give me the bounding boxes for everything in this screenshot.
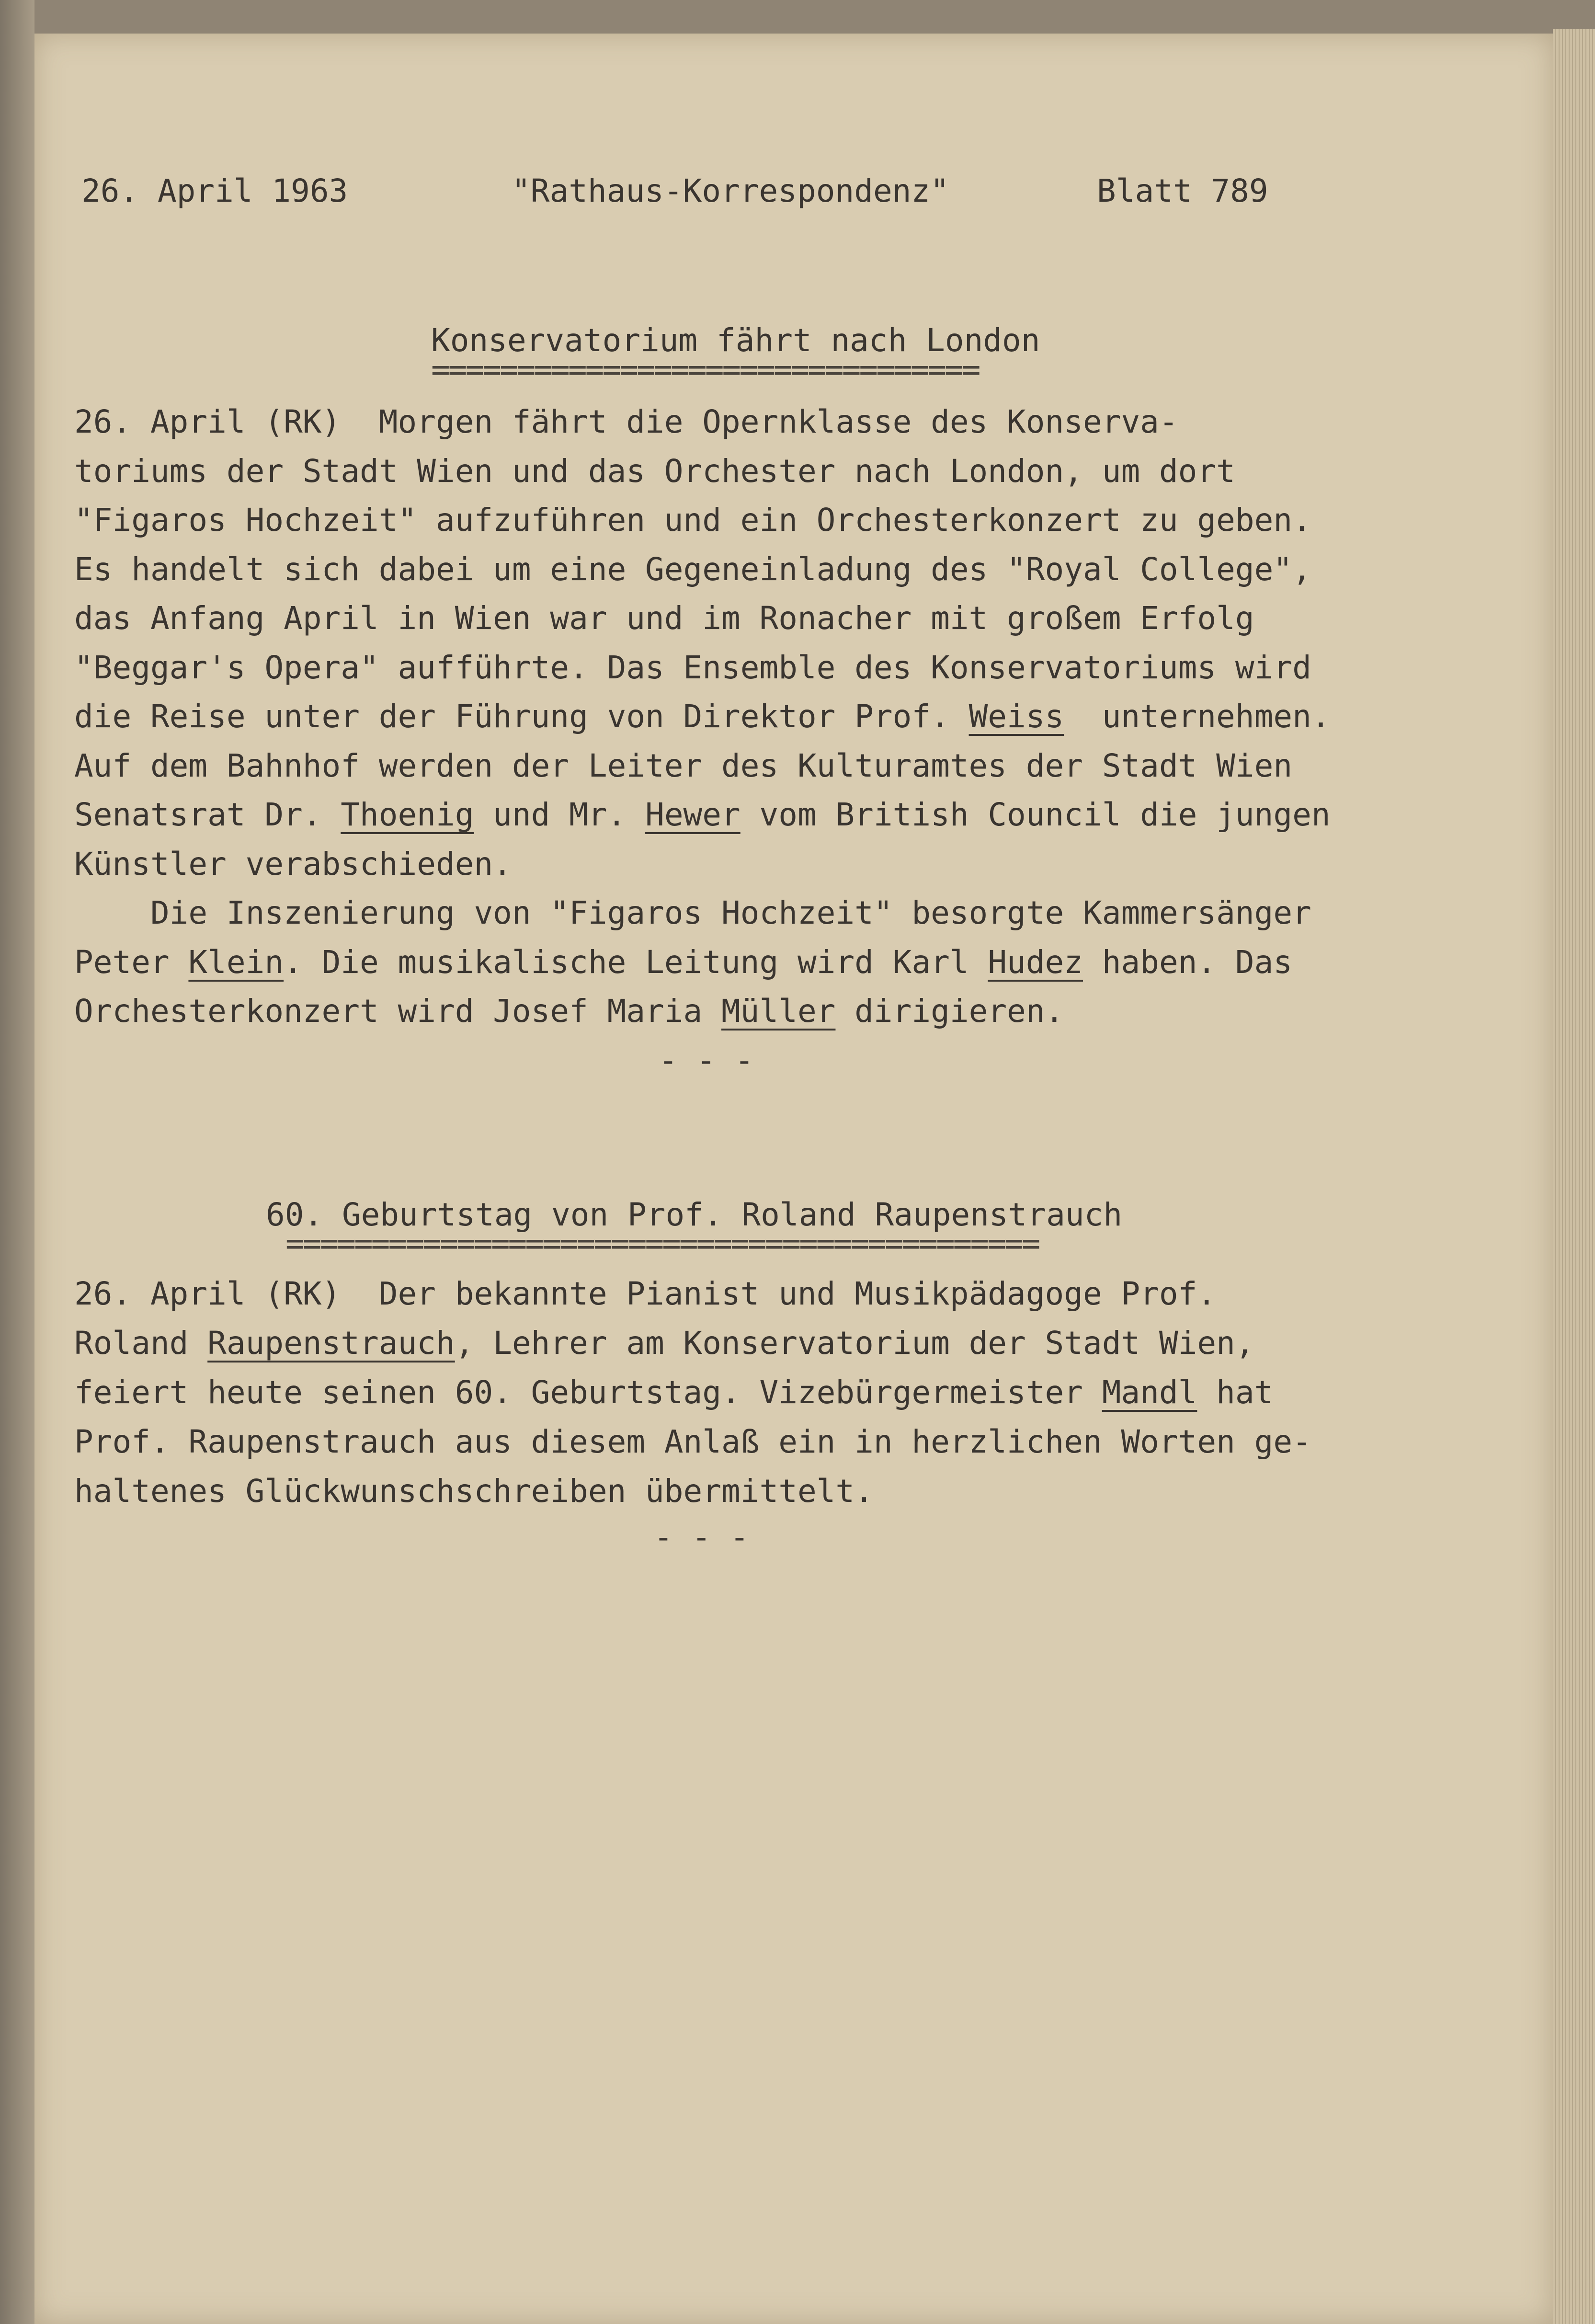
page-stack-edge	[1553, 29, 1595, 2324]
article1-title-rule: ================================	[431, 351, 979, 388]
header-sheet-number: Blatt 789	[1097, 172, 1268, 209]
article2-title: 60. Geburtstag von Prof. Roland Raupenstrauch	[266, 1196, 1123, 1233]
underlined-name: Thoenig	[341, 796, 474, 833]
line-text: Peter	[74, 943, 189, 981]
underlined-name: Klein	[188, 943, 284, 981]
article1-line	[74, 643, 1311, 692]
article1-line	[74, 447, 1235, 496]
book-gutter	[0, 0, 34, 2324]
line-text: Prof. Raupenstrauch aus diesem Anlaß ein in herzlichen Worten ge-	[74, 1423, 1311, 1460]
line-text: 26. April (RK) Morgen fährt die Opernklasse des Konserva-	[74, 403, 1178, 440]
article2-line	[74, 1270, 1216, 1318]
line-text: "Beggar's Opera" aufführte. Das Ensemble des Konservatoriums wird	[74, 649, 1311, 686]
line-text: haben. Das	[1083, 943, 1293, 981]
line-text: die Reise unter der Führung von Direktor Prof.	[74, 698, 969, 735]
article1-title: Konservatorium fährt nach London	[431, 322, 1040, 359]
article1-line	[74, 889, 1311, 938]
line-text: haltenes Glückwunschschreiben übermittelt.	[74, 1473, 874, 1510]
article1-line	[74, 790, 1331, 839]
article2-line	[74, 1467, 874, 1516]
line-text: unternehmen.	[1064, 698, 1331, 735]
article2-line	[74, 1368, 1273, 1417]
article1-line	[74, 692, 1331, 741]
article2-line	[74, 1319, 1254, 1368]
underlined-name: Hewer	[645, 796, 741, 833]
line-text: Orchesterkonzert wird Josef Maria	[74, 993, 722, 1030]
article1-separator: - - -	[659, 1042, 754, 1079]
line-text: und Mr.	[474, 796, 646, 833]
line-text: Es handelt sich dabei um eine Gegeneinladung des "Royal College",	[74, 550, 1311, 588]
article1-line	[74, 594, 1254, 643]
line-text: Künstler verabschieden.	[74, 845, 512, 882]
underlined-name: Müller	[721, 993, 836, 1030]
line-text: das Anfang April in Wien war und im Ronacher mit großem Erfolg	[74, 600, 1254, 637]
line-text: Roland	[74, 1325, 208, 1362]
line-text: "Figaros Hochzeit" aufzuführen und ein Orchesterkonzert zu geben.	[74, 502, 1311, 538]
line-text: 26. April (RK) Der bekannte Pianist und Musikpädagoge Prof.	[74, 1275, 1217, 1312]
article1-line	[74, 398, 1178, 446]
line-text: Die Inszenierung von "Figaros Hochzeit" besorgte Kammersänger	[74, 894, 1311, 931]
article1-line	[74, 545, 1311, 594]
article2-line	[74, 1418, 1311, 1466]
line-text: Auf dem Bahnhof werden der Leiter des Kulturamtes der Stadt Wien	[74, 747, 1293, 784]
article1-line	[74, 496, 1311, 545]
header-publication: "Rathaus-Korrespondenz"	[512, 172, 949, 209]
underlined-name: Weiss	[968, 698, 1064, 735]
underlined-name: Raupenstrauch	[207, 1325, 455, 1362]
line-text: vom British Council die jungen	[740, 796, 1331, 833]
article1-line	[74, 840, 512, 889]
underlined-name: Mandl	[1102, 1374, 1197, 1411]
article1-line	[74, 742, 1292, 790]
underlined-name: Hudez	[988, 943, 1083, 981]
line-text: . Die musikalische Leitung wird Karl	[284, 943, 988, 981]
line-text: Senatsrat Dr.	[74, 796, 341, 833]
article2-title-rule: ============================================	[285, 1225, 1039, 1262]
line-text: hat	[1197, 1374, 1274, 1411]
header-date: 26. April 1963	[81, 172, 348, 209]
article1-line	[74, 987, 1064, 1036]
line-text: feiert heute seinen 60. Geburtstag. Vizebürgermeister	[74, 1374, 1102, 1411]
line-text: , Lehrer am Konservatorium der Stadt Wien,	[455, 1325, 1254, 1362]
article2-separator: - - -	[654, 1519, 749, 1556]
line-text: dirigieren.	[835, 993, 1064, 1030]
line-text: toriums der Stadt Wien und das Orchester nach London, um dort	[74, 452, 1235, 490]
article1-line	[74, 938, 1292, 987]
